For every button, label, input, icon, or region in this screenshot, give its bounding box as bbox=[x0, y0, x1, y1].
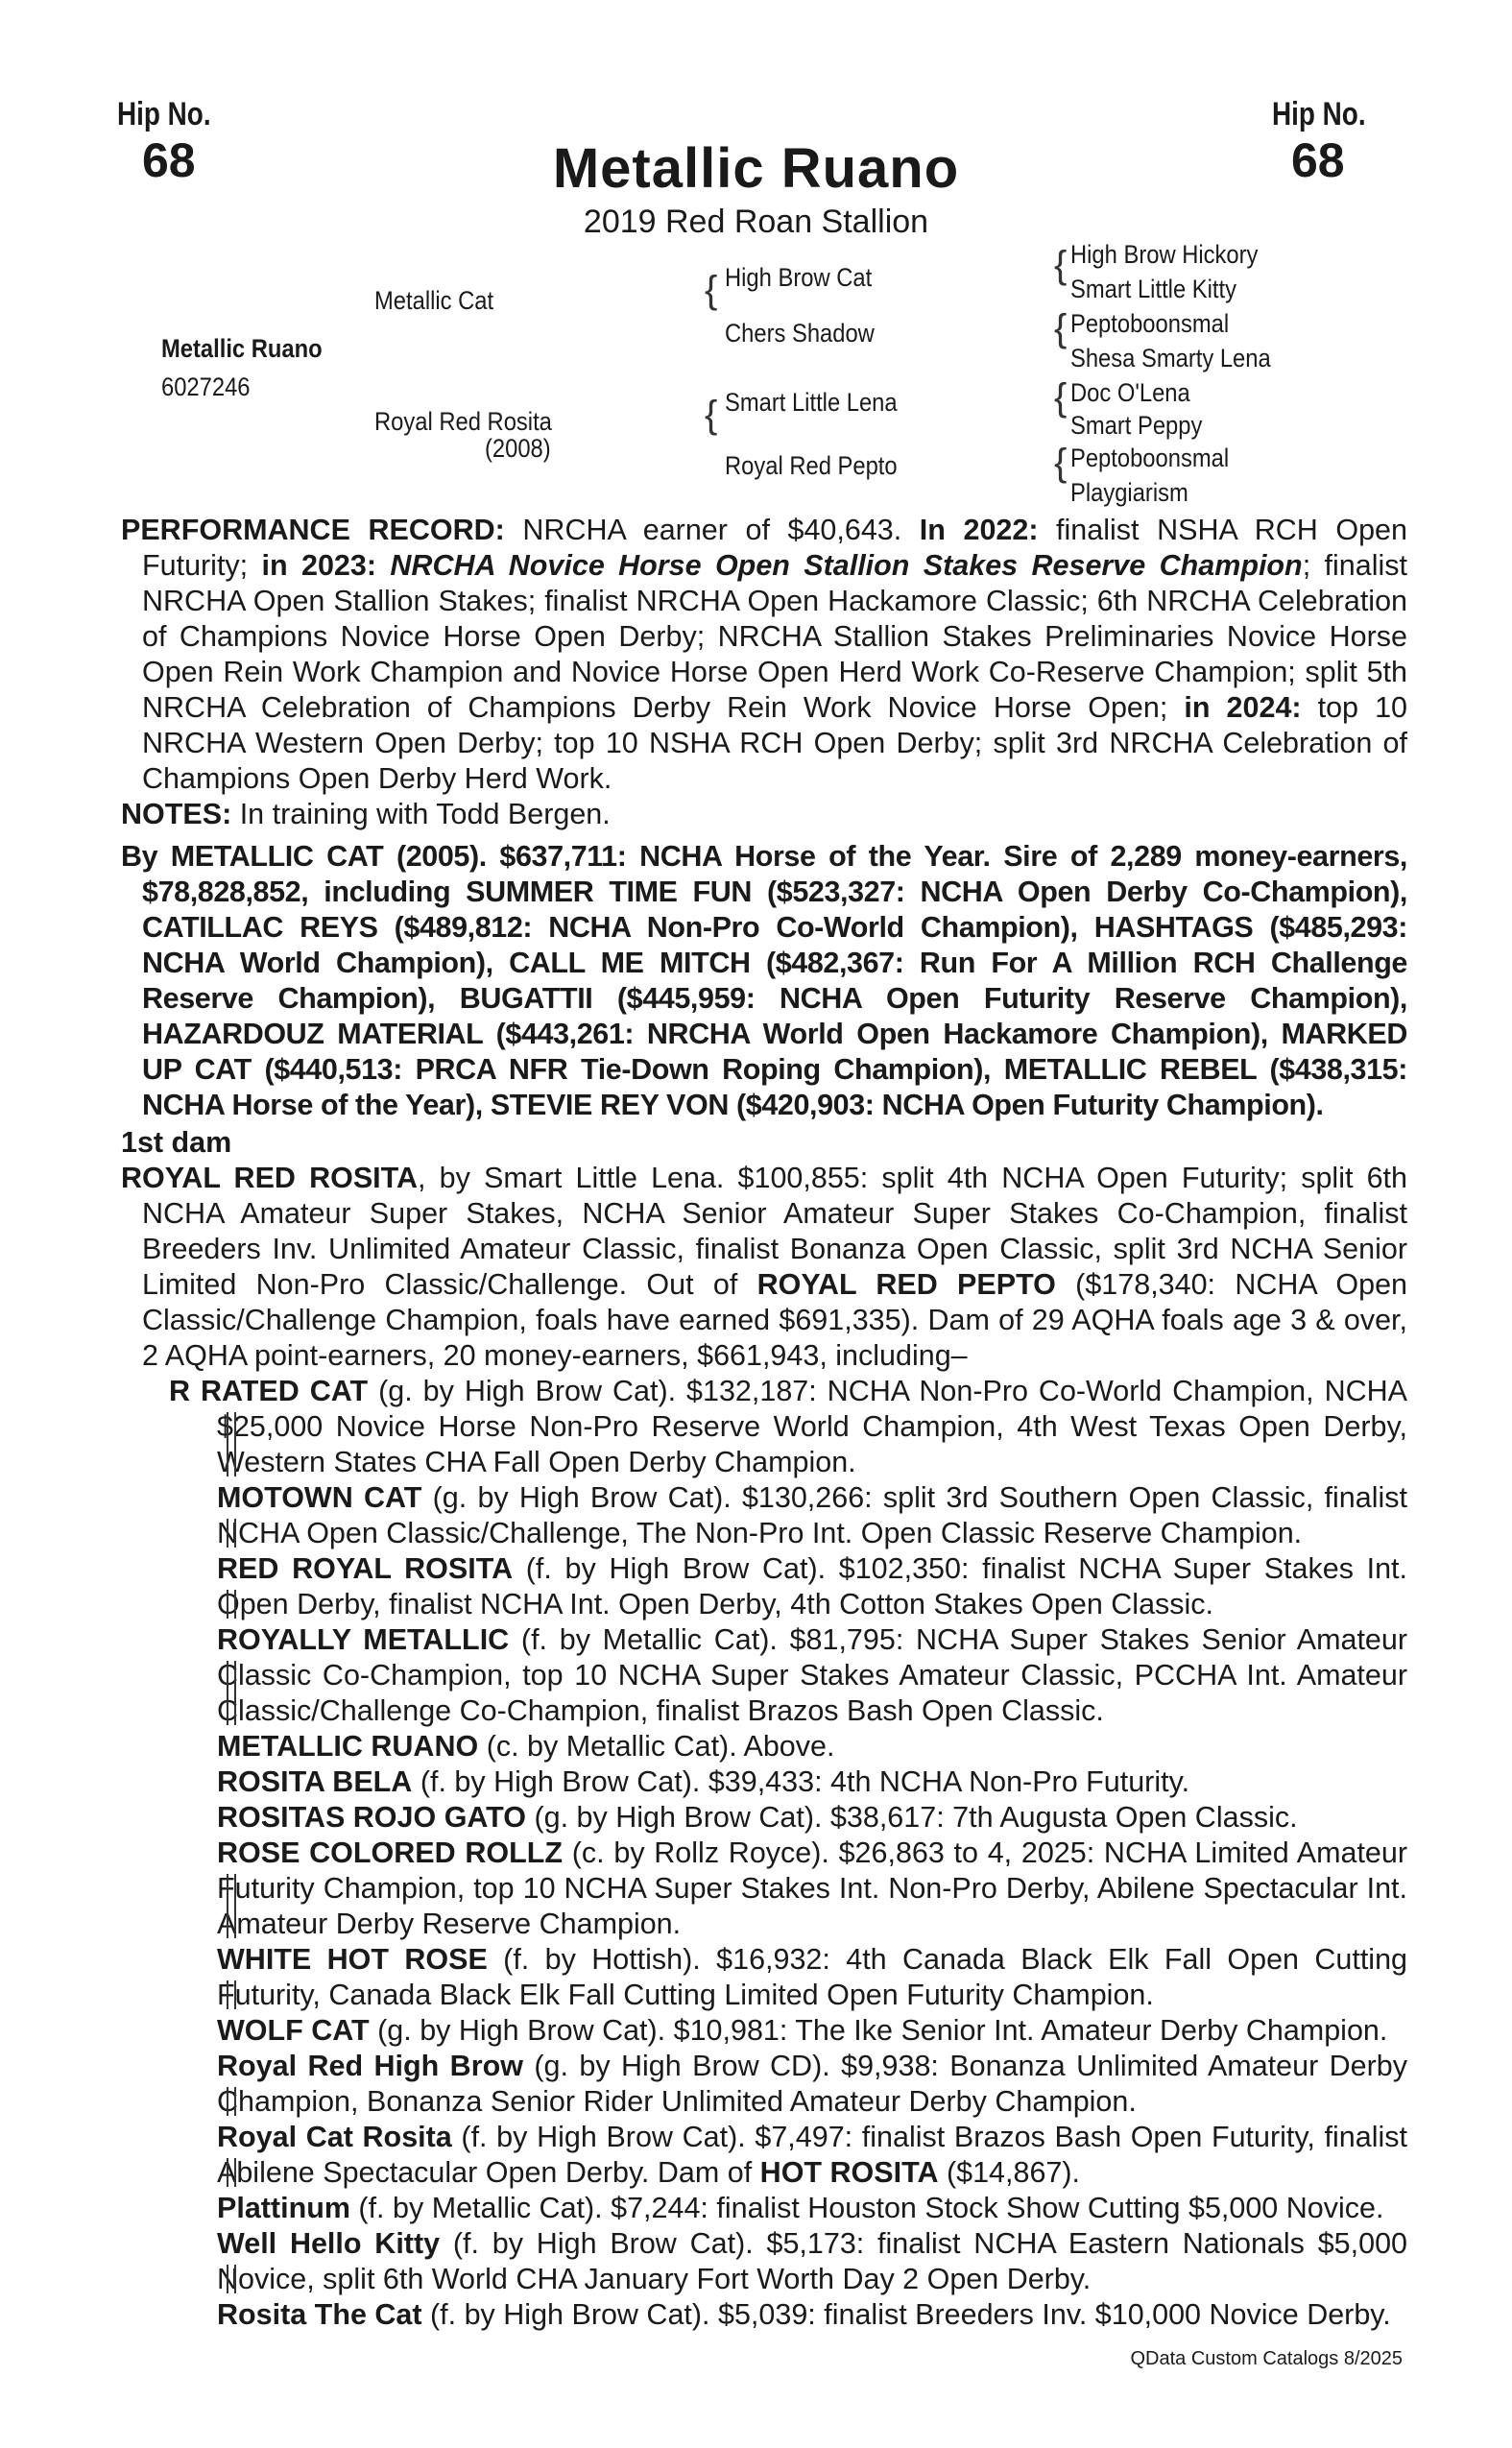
performance-text bbox=[376, 549, 390, 582]
brace-icon: { bbox=[1054, 244, 1068, 286]
pedigree-sire-sire: High Brow Cat bbox=[725, 263, 873, 292]
pedigree-sire: Metallic Cat bbox=[374, 286, 494, 315]
offspring-text: (f. by High Brow Cat). $5,173: finalist NCHA Eastern Nationals $5,000 Novice, split 6th World CHA January Fort Worth Day 2 Open Derby. bbox=[217, 2227, 1407, 2295]
offspring-text: (f. by High Brow Cat). $7,497: finalist Brazos Bash Open Futurity, finalist Abilene Spectacular Open Derby. Dam of bbox=[217, 2121, 1407, 2189]
bar-icon bbox=[227, 1980, 236, 2009]
performance-label: PERFORMANCE RECORD: bbox=[121, 514, 505, 546]
year-label: in 2024: bbox=[1184, 691, 1302, 724]
pedigree-sire-dam: Chers Shadow bbox=[725, 319, 875, 348]
performance-text: NRCHA earner of $40,643. bbox=[504, 514, 920, 546]
performance-highlight: NRCHA Novice Horse Open Stallion Stakes Reserve Champion bbox=[390, 549, 1303, 582]
offspring-item bbox=[169, 1622, 1407, 1729]
pedigree-registration: 6027246 bbox=[161, 372, 251, 401]
bar-icon bbox=[227, 2087, 236, 2116]
page-subtitle: 2019 Red Roan Stallion bbox=[583, 204, 929, 240]
notes bbox=[121, 797, 1407, 832]
offspring-name: METALLIC RUANO bbox=[217, 1730, 479, 1763]
offspring-produce-name: HOT ROSITA bbox=[759, 2156, 939, 2189]
offspring-name: RED ROYAL ROSITA bbox=[217, 1552, 514, 1585]
pedigree-dam: Royal Red Rosita bbox=[374, 407, 552, 436]
offspring-text: (g. by High Brow Cat). $132,187: NCHA Non-Pro Co-World Champion, NCHA $25,000 Novice Horse Non-Pro Reserve World Champion, 4th West Texas Open Derby, Western States CHA Fall Open Derby Champion. bbox=[217, 1375, 1407, 1478]
offspring-item bbox=[169, 2191, 1407, 2226]
pedigree-dam-year: (2008) bbox=[485, 434, 551, 463]
first-dam-text: ($178,340: NCHA Open Classic/Challenge Champion, foals have earned $691,335). Dam of 29 AQHA foals age 3 & over, 2 AQHA point-earners, 20 money-earners, $661,943, including– bbox=[142, 1268, 1407, 1372]
offspring-text: (f. by High Brow Cat). $102,350: finalist NCHA Super Stakes Int. Open Derby, finalist NCHA Int. Open Derby, 4th Cotton Stakes Open Classic. bbox=[217, 1552, 1408, 1620]
pedigree-gen3: Peptoboonsmal bbox=[1070, 444, 1230, 472]
offspring-text: (f. by Metallic Cat). $81,795: NCHA Super Stakes Senior Amateur Classic Co-Champion, top 10 NCHA Super Stakes Amateur Classic, PCCHA Int. Amateur Classic/Challenge Co-Champion, finalist Brazos Bash Open Classic. bbox=[217, 1623, 1407, 1727]
offspring-name: WHITE HOT ROSE bbox=[217, 1943, 488, 1976]
brace-icon: { bbox=[1054, 442, 1068, 484]
hip-label-right: Hip No. bbox=[1272, 96, 1366, 132]
hip-number-right: 68 bbox=[1291, 133, 1345, 187]
offspring-text: (f. by Hottish). $16,932: 4th Canada Black Elk Fall Open Cutting Futurity, Canada Black Elk Fall Cutting Limited Open Futurity Champion. bbox=[217, 1943, 1407, 2011]
offspring-item bbox=[169, 1942, 1407, 2013]
brace-icon: { bbox=[705, 394, 718, 436]
offspring-name: ROSE COLORED ROLLZ bbox=[217, 1836, 564, 1869]
performance-text: finalist NSHA RCH Open Futurity; bbox=[142, 514, 1407, 582]
bar-icon bbox=[227, 2265, 236, 2293]
pedigree-gen3: Peptoboonsmal bbox=[1070, 309, 1230, 338]
hip-number-left: 68 bbox=[142, 133, 196, 187]
footer-credit: QData Custom Catalogs 8/2025 bbox=[1130, 2348, 1403, 2369]
offspring-name: Plattinum bbox=[217, 2192, 350, 2224]
offspring-name: WOLF CAT bbox=[217, 2014, 370, 2047]
pedigree-gen3: High Brow Hickory bbox=[1070, 240, 1259, 269]
offspring-item bbox=[169, 1729, 1407, 1764]
page-title: Metallic Ruano bbox=[552, 137, 960, 200]
offspring-text: (g. by High Brow CD). $9,938: Bonanza Unlimited Amateur Derby Champion, Bonanza Senior Rider Unlimited Amateur Derby Champion. bbox=[217, 2050, 1408, 2118]
offspring-name: ROSITA BELA bbox=[217, 1765, 413, 1798]
year-label: In 2022: bbox=[919, 514, 1039, 546]
pedigree-gen3: Doc O'Lena bbox=[1070, 378, 1190, 407]
offspring-name: MOTOWN CAT bbox=[217, 1481, 422, 1514]
bar-icon bbox=[227, 1590, 236, 1619]
pedigree-gen3: Shesa Smarty Lena bbox=[1070, 344, 1271, 372]
offspring-text: (g. by High Brow Cat). $130,266: split 3rd Southern Open Classic, finalist NCHA Open Classic/Challenge, The Non-Pro Int. Open Classic Reserve Champion. bbox=[217, 1481, 1407, 1549]
performance-text: top 10 NRCHA Western Open Derby; top 10 NSHA RCH Open Derby; split 3rd NRCHA Celebration of Champions Open Derby Herd Work. bbox=[142, 691, 1407, 795]
performance-section bbox=[121, 513, 1407, 832]
offspring-text: (f. by High Brow Cat). $39,433: 4th NCHA Non-Pro Futurity. bbox=[412, 1765, 1190, 1798]
offspring-text: (g. by High Brow Cat). $38,617: 7th Augusta Open Classic. bbox=[525, 1801, 1298, 1834]
offspring-text: (g. by High Brow Cat). $10,981: The Ike Senior Int. Amateur Derby Champion. bbox=[369, 2014, 1388, 2047]
bar-icon bbox=[227, 1519, 236, 1548]
offspring-item bbox=[169, 1374, 1407, 1480]
offspring-name: R RATED CAT bbox=[169, 1375, 369, 1407]
offspring-text: ($14,867). bbox=[938, 2156, 1081, 2189]
first-dam-name: ROYAL RED ROSITA bbox=[121, 1162, 419, 1194]
pedigree-gen3: Smart Peppy bbox=[1070, 411, 1203, 440]
offspring-item bbox=[169, 1836, 1407, 1942]
offspring-name: Rosita The Cat bbox=[217, 2298, 422, 2331]
offspring-text: (f. by High Brow Cat). $5,039: finalist Breeders Inv. $10,000 Novice Derby. bbox=[421, 2298, 1391, 2331]
brace-icon: { bbox=[705, 269, 718, 311]
brace-icon: { bbox=[1054, 376, 1068, 419]
offspring-item bbox=[169, 2049, 1407, 2120]
first-dam-paragraph bbox=[121, 1161, 1407, 1374]
pedigree-horse-name: Metallic Ruano bbox=[161, 334, 323, 363]
offspring-item bbox=[169, 2297, 1407, 2333]
pedigree-dam-sire: Smart Little Lena bbox=[725, 388, 898, 417]
offspring-text: (f. by Metallic Cat). $7,244: finalist Houston Stock Show Cutting $5,000 Novice. bbox=[349, 2192, 1384, 2224]
notes-text: In training with Todd Bergen. bbox=[231, 798, 611, 830]
offspring-item bbox=[169, 1551, 1407, 1622]
offspring-list bbox=[121, 1374, 1407, 2333]
offspring-name: Well Hello Kitty bbox=[217, 2227, 441, 2260]
sire-section bbox=[121, 839, 1407, 1123]
offspring-name: Royal Cat Rosita bbox=[217, 2121, 452, 2153]
year-label: in 2023: bbox=[261, 549, 377, 582]
offspring-item bbox=[169, 1480, 1407, 1551]
offspring-text: (c. by Rollz Royce). $26,863 to 4, 2025: NCHA Limited Amateur Futurity Champion, top 10 NCHA Super Stakes Int. Non-Pro Derby, Abilene Spectacular Int. Amateur Derby Reserve Champion. bbox=[217, 1836, 1407, 1940]
bar-icon bbox=[227, 1874, 236, 1938]
offspring-item bbox=[169, 2226, 1407, 2297]
offspring-item bbox=[169, 1800, 1407, 1836]
offspring-item bbox=[169, 1764, 1407, 1800]
bar-icon bbox=[227, 1412, 236, 1476]
performance-text: ; finalist NRCHA Open Stallion Stakes; finalist NRCHA Open Hackamore Classic; 6th NRCHA Celebration of Champions Novice Horse Open Derby; NRCHA Stallion Stakes Preliminaries Novice Horse Open Rein Work Champion and Novice Horse Open Herd Work Co-Reserve Champion; split 5th NRCHA Celebration of Champions Derby Rein Work Novice Horse Open; bbox=[142, 549, 1407, 724]
second-dam-name: ROYAL RED PEPTO bbox=[756, 1268, 1056, 1301]
first-dam-text: , by Smart Little Lena. $100,855: split 4th NCHA Open Futurity; split 6th NCHA Amateur Super Stakes, NCHA Senior Amateur Super Stakes Co-Champion, finalist Breeders Inv. Unlimited Amateur Classic, finalist Bonanza Open Classic, split 3rd NCHA Senior Limited Non-Pro Classic/Challenge. Out of bbox=[142, 1162, 1407, 1301]
offspring-item bbox=[169, 2120, 1407, 2191]
offspring-name: ROYALLY METALLIC bbox=[217, 1623, 510, 1656]
brace-icon: { bbox=[1054, 307, 1068, 349]
pedigree-dam-dam: Royal Red Pepto bbox=[725, 451, 898, 480]
notes-label: NOTES: bbox=[121, 798, 232, 830]
pedigree-gen3: Playgiarism bbox=[1070, 478, 1188, 507]
offspring-item bbox=[169, 2013, 1407, 2049]
performance-record bbox=[121, 513, 1407, 797]
first-dam-section bbox=[121, 1125, 1407, 2333]
hip-label-left: Hip No. bbox=[117, 96, 211, 132]
pedigree-gen3: Smart Little Kitty bbox=[1070, 275, 1236, 303]
sire-paragraph: By METALLIC CAT (2005). $637,711: NCHA Horse of the Year. Sire of 2,289 money-earners, $78,828,852, including SUMMER TIME FUN ($523,327: NCHA Open Derby Co-Champion), CATILLAC REYS ($489,812: NCHA Non-Pro Co-World Champion), HASHTAGS ($485,293: NCHA World Champion), CALL ME MITCH ($482,367: Run For A Million RCH Challenge Reserve Champion), BUGATTII ($445,959: NCHA Open Futurity Reserve Champion), HAZARDOUZ MATERIAL ($443,261: NRCHA World Open Hackamore Champion), MARKED UP CAT ($440,513: PRCA NFR Tie-Down Roping Champion), METALLIC REBEL ($438,315: NCHA Horse of the Year), STEVIE REY VON ($420,903: NCHA Open Futurity Champion). bbox=[121, 840, 1407, 1121]
first-dam-heading: 1st dam bbox=[121, 1126, 232, 1159]
bar-icon bbox=[227, 1661, 236, 1725]
offspring-text: (c. by Metallic Cat). Above. bbox=[478, 1730, 835, 1763]
offspring-name: Royal Red High Brow bbox=[217, 2050, 523, 2082]
bar-icon bbox=[227, 2158, 236, 2187]
offspring-name: ROSITAS ROJO GATO bbox=[217, 1801, 526, 1834]
